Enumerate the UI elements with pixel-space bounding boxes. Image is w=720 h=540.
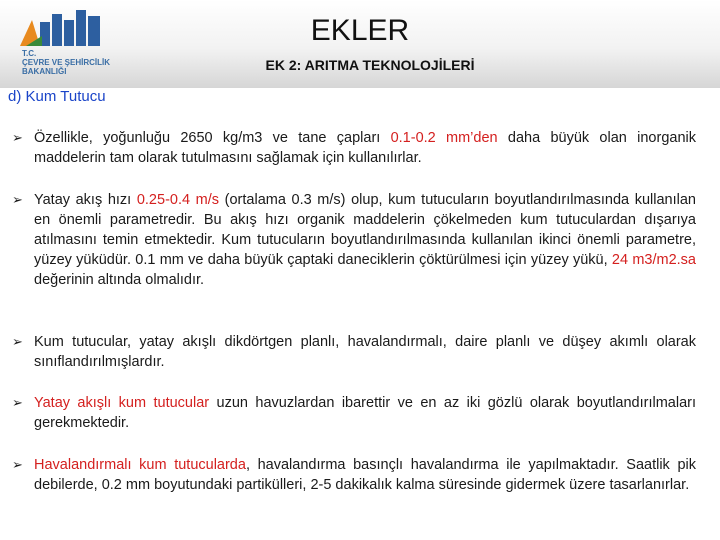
section-heading: d) Kum Tutucu (8, 88, 106, 105)
bullet-text: Özellikle, yoğunluğu 2650 kg/m3 ve tane çapları 0.1-0.2 mm’den daha büyük olan inorganik maddelerin tam olarak tutulmasını sağlamak için kullanılırlar. (34, 130, 696, 166)
arrow-bullet-icon: ➢ (12, 395, 23, 410)
bullet-item-1 (12, 128, 696, 168)
ministry-name: T.C. ÇEVRE VE ŞEHİRCİLİK BAKANLIĞI (22, 49, 111, 76)
bullet-text: Kum tutucular, yatay akışlı dikdörtgen planlı, havalandırmalı, daire planlı ve düşey akımlı olarak sınıflandırılmışlardır. (34, 334, 696, 370)
bullet-text: Yatay akışlı kum tutucular uzun havuzlardan ibarettir ve en az iki gözlü olarak boyutlandırılmaları gerekmektedir. (34, 395, 697, 431)
bullet-item-3 (12, 332, 696, 372)
bullet-item-4 (12, 393, 696, 433)
bullet-text: Yatay akış hızı 0.25-0.4 m/s (ortalama 0.3 m/s) olup, kum tutucuların boyutlandırılmasında kullanılan en önemli parametredir. Bu akış hızı organik maddelerin çökelmeden kum tutuculardan dışarıya atılmasını temin etmektedir. Kum tutucuların boyutlandırılmasında kullanılan ikinci önemli parametre, yüzey yüküdür. 0.1 mm ve daha büyük çaptaki daneciklerin çöktürülmesi için yüzey yükü, 24 m3/m2.sa değerinin altında olmalıdır. (34, 192, 696, 288)
page-subtitle: EK 2: ARITMA TEKNOLOJİLERİ (265, 57, 475, 73)
page-title: EKLER (310, 14, 410, 47)
bullet-text: Havalandırmalı kum tutucularda, havalandırma basınçlı havalandırma ile yapılmaktadır. Saatlik pik debilerde, 0.2 mm boyutundaki partikülleri, 2-5 dakikalık kalma süresinde gidermek üzere tasarlanırlar. (34, 457, 696, 493)
bullet-item-5 (12, 455, 696, 495)
arrow-bullet-icon: ➢ (12, 334, 23, 349)
arrow-bullet-icon: ➢ (12, 192, 23, 207)
arrow-bullet-icon: ➢ (12, 130, 23, 145)
arrow-bullet-icon: ➢ (12, 457, 23, 472)
bullet-item-2 (12, 190, 696, 290)
